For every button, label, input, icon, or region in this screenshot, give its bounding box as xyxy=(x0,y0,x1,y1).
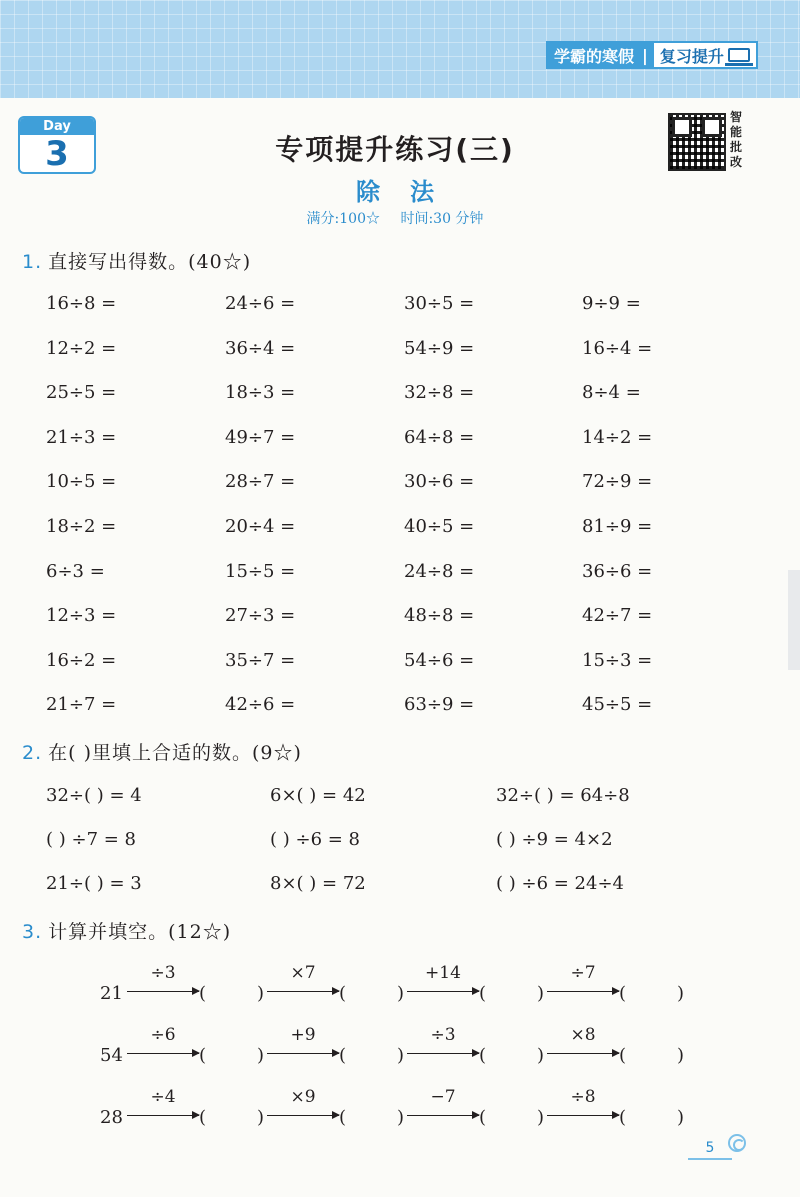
qr-code-icon[interactable] xyxy=(668,113,726,171)
calc-item: 8÷4 = xyxy=(582,382,641,404)
calc-item: 18÷3 = xyxy=(225,382,296,404)
page-title: 专项提升练习(三) xyxy=(275,133,515,166)
calc-item: 64÷8 = xyxy=(404,426,475,448)
page-subtitle: 除法 xyxy=(356,177,464,206)
chain-operator: ÷8 xyxy=(570,1087,596,1107)
page-number: 5 xyxy=(688,1140,732,1160)
calc-item: 25÷5 = xyxy=(46,382,117,404)
series-tag xyxy=(546,40,758,70)
calc-item: 18÷2 = xyxy=(46,516,117,537)
answer-blank-open[interactable]: ( xyxy=(339,1107,347,1128)
arrow-right-icon xyxy=(407,991,479,992)
calc-item: 54÷9 = xyxy=(404,337,475,359)
calc-item: 36÷6 = xyxy=(582,560,653,582)
operation-chain xyxy=(100,1087,700,1133)
calc-item: 36÷4 = xyxy=(225,337,296,359)
calc-item: 16÷2 = xyxy=(46,649,117,671)
answer-blank-close[interactable]: ) xyxy=(537,1045,545,1066)
calc-item: 21÷7 = xyxy=(46,694,117,716)
answer-blank-close[interactable]: ) xyxy=(257,983,265,1004)
calc-item: 15÷5 = xyxy=(225,560,296,582)
answer-blank-close[interactable]: ) xyxy=(397,1107,405,1128)
calc-item: 30÷5 = xyxy=(404,293,475,314)
calc-item: 30÷6 = xyxy=(404,471,475,493)
calc-item: 28÷7 = xyxy=(225,471,296,493)
answer-blank-close[interactable]: ) xyxy=(397,1045,405,1066)
arrow-right-icon xyxy=(127,1053,199,1054)
chain-operator: ×7 xyxy=(290,963,316,983)
calc-item: 45÷5 = xyxy=(582,694,653,716)
day-label: Day xyxy=(20,118,94,135)
arrow-right-icon xyxy=(267,1115,339,1116)
arrow-right-icon xyxy=(407,1115,479,1116)
calc-item: 20÷4 = xyxy=(225,516,296,537)
answer-blank-close[interactable]: ) xyxy=(397,983,405,1004)
calc-item: 9÷9 = xyxy=(582,293,641,314)
fill-in-item[interactable]: 8×( ) = 72 xyxy=(270,873,366,894)
question-number: 2. xyxy=(22,742,43,764)
calc-item: 49÷7 = xyxy=(225,426,296,448)
qr-label-char: 智 xyxy=(730,110,743,124)
day-number: 3 xyxy=(45,134,69,174)
answer-blank-open[interactable]: ( xyxy=(479,1045,487,1066)
qr-label-char: 批 xyxy=(730,140,743,154)
answer-blank-open[interactable]: ( xyxy=(339,1045,347,1066)
calc-item: 24÷6 = xyxy=(225,293,296,314)
chain-start-number: 21 xyxy=(100,983,123,1004)
calc-item: 32÷8 = xyxy=(404,382,475,404)
calc-item: 6÷3 = xyxy=(46,560,105,582)
calc-item: 12÷3 = xyxy=(46,605,117,627)
chain-start-number: 54 xyxy=(100,1045,123,1066)
calc-item: 14÷2 = xyxy=(582,426,653,448)
answer-blank-open[interactable]: ( xyxy=(619,1107,627,1128)
calc-item: 48÷8 = xyxy=(404,605,475,627)
question-3-heading xyxy=(22,917,231,944)
answer-blank-close[interactable]: ) xyxy=(677,983,685,1004)
calc-item: 54÷6 = xyxy=(404,649,475,671)
arrow-right-icon xyxy=(267,991,339,992)
chain-start-number: 28 xyxy=(100,1107,123,1128)
calc-item: 21÷3 = xyxy=(46,426,117,448)
question-text: 在( )里填上合适的数。(9☆) xyxy=(48,742,302,764)
fill-in-item[interactable]: 6×( ) = 42 xyxy=(270,785,366,806)
chain-operator: ÷3 xyxy=(150,963,176,983)
score-time-meta xyxy=(0,208,760,228)
chain-operator: ÷4 xyxy=(150,1087,176,1107)
qr-label xyxy=(730,110,746,170)
qr-label-char: 改 xyxy=(730,155,743,169)
chain-operator: ÷3 xyxy=(430,1025,456,1045)
answer-blank-open[interactable]: ( xyxy=(619,983,627,1004)
fill-in-item[interactable]: ( ) ÷6 = 24÷4 xyxy=(496,873,624,894)
laptop-icon xyxy=(728,48,750,62)
chain-operator: ÷7 xyxy=(570,963,596,983)
chain-operator: −7 xyxy=(430,1087,456,1107)
answer-blank-open[interactable]: ( xyxy=(339,983,347,1004)
arrow-right-icon xyxy=(547,991,619,992)
answer-blank-open[interactable]: ( xyxy=(199,1045,207,1066)
arrow-right-icon xyxy=(127,991,199,992)
chain-operator: ÷6 xyxy=(150,1025,176,1045)
calc-item: 12÷2 = xyxy=(46,337,117,359)
arrow-right-icon xyxy=(127,1115,199,1116)
calc-item: 42÷7 = xyxy=(582,605,653,627)
arrow-right-icon xyxy=(407,1053,479,1054)
answer-blank-close[interactable]: ) xyxy=(677,1107,685,1128)
chain-operator: ×9 xyxy=(290,1087,316,1107)
question-number: 3. xyxy=(22,921,43,943)
fill-in-item[interactable]: 32÷( ) = 64÷8 xyxy=(496,785,630,806)
calc-item: 63÷9 = xyxy=(404,694,475,716)
operation-chain xyxy=(100,1025,700,1071)
calc-item: 35÷7 = xyxy=(225,649,296,671)
series-subtitle-text: 复习提升 xyxy=(659,46,724,66)
operation-chain xyxy=(100,963,700,1009)
arrow-right-icon xyxy=(547,1115,619,1116)
answer-blank-close[interactable]: ) xyxy=(257,1045,265,1066)
chain-operator: +14 xyxy=(425,963,461,983)
arrow-right-icon xyxy=(547,1053,619,1054)
arrow-right-icon xyxy=(267,1053,339,1054)
answer-blank-close[interactable]: ) xyxy=(537,1107,545,1128)
answer-blank-open[interactable]: ( xyxy=(479,1107,487,1128)
answer-blank-open[interactable]: ( xyxy=(619,1045,627,1066)
answer-blank-open[interactable]: ( xyxy=(199,983,207,1004)
question-text: 计算并填空。(12☆) xyxy=(48,921,232,943)
calc-item: 81÷9 = xyxy=(582,516,653,537)
calc-item: 27÷3 = xyxy=(225,605,296,627)
calc-item: 40÷5 = xyxy=(404,516,475,537)
answer-blank-close[interactable]: ) xyxy=(257,1107,265,1128)
question-number: 1. xyxy=(22,251,43,273)
chain-operator: +9 xyxy=(290,1025,316,1045)
question-2-heading xyxy=(22,738,302,765)
question-text: 直接写出得数。(40☆) xyxy=(48,251,252,273)
calc-item: 24÷8 = xyxy=(404,560,475,582)
question-1-heading xyxy=(22,247,251,274)
calc-item: 42÷6 = xyxy=(225,694,296,716)
calc-item: 16÷4 = xyxy=(582,337,653,359)
full-score: 满分:100☆ xyxy=(306,211,380,227)
answer-blank-close[interactable]: ) xyxy=(677,1045,685,1066)
qr-label-char: 能 xyxy=(730,125,743,139)
series-subtitle xyxy=(652,41,758,69)
series-divider: | xyxy=(642,41,652,69)
calc-item: 15÷3 = xyxy=(582,649,653,671)
series-name: 学霸的寒假 xyxy=(546,41,642,69)
time-limit: 时间:30 分钟 xyxy=(400,211,484,227)
answer-blank-open[interactable]: ( xyxy=(199,1107,207,1128)
fill-in-item[interactable]: ( ) ÷6 = 8 xyxy=(270,829,360,850)
page-edge-tab xyxy=(788,570,800,670)
fill-in-item[interactable]: ( ) ÷7 = 8 xyxy=(46,829,136,850)
calc-item: 16÷8 = xyxy=(46,293,117,314)
sun-swirl-icon xyxy=(728,1134,746,1152)
calc-item: 10÷5 = xyxy=(46,471,117,493)
fill-in-item[interactable]: 32÷( ) = 4 xyxy=(46,785,142,806)
answer-blank-close[interactable]: ) xyxy=(537,983,545,1004)
fill-in-item[interactable]: 21÷( ) = 3 xyxy=(46,873,142,894)
calc-item: 72÷9 = xyxy=(582,471,653,493)
answer-blank-open[interactable]: ( xyxy=(479,983,487,1004)
fill-in-item[interactable]: ( ) ÷9 = 4×2 xyxy=(496,829,613,850)
chain-operator: ×8 xyxy=(570,1025,596,1045)
